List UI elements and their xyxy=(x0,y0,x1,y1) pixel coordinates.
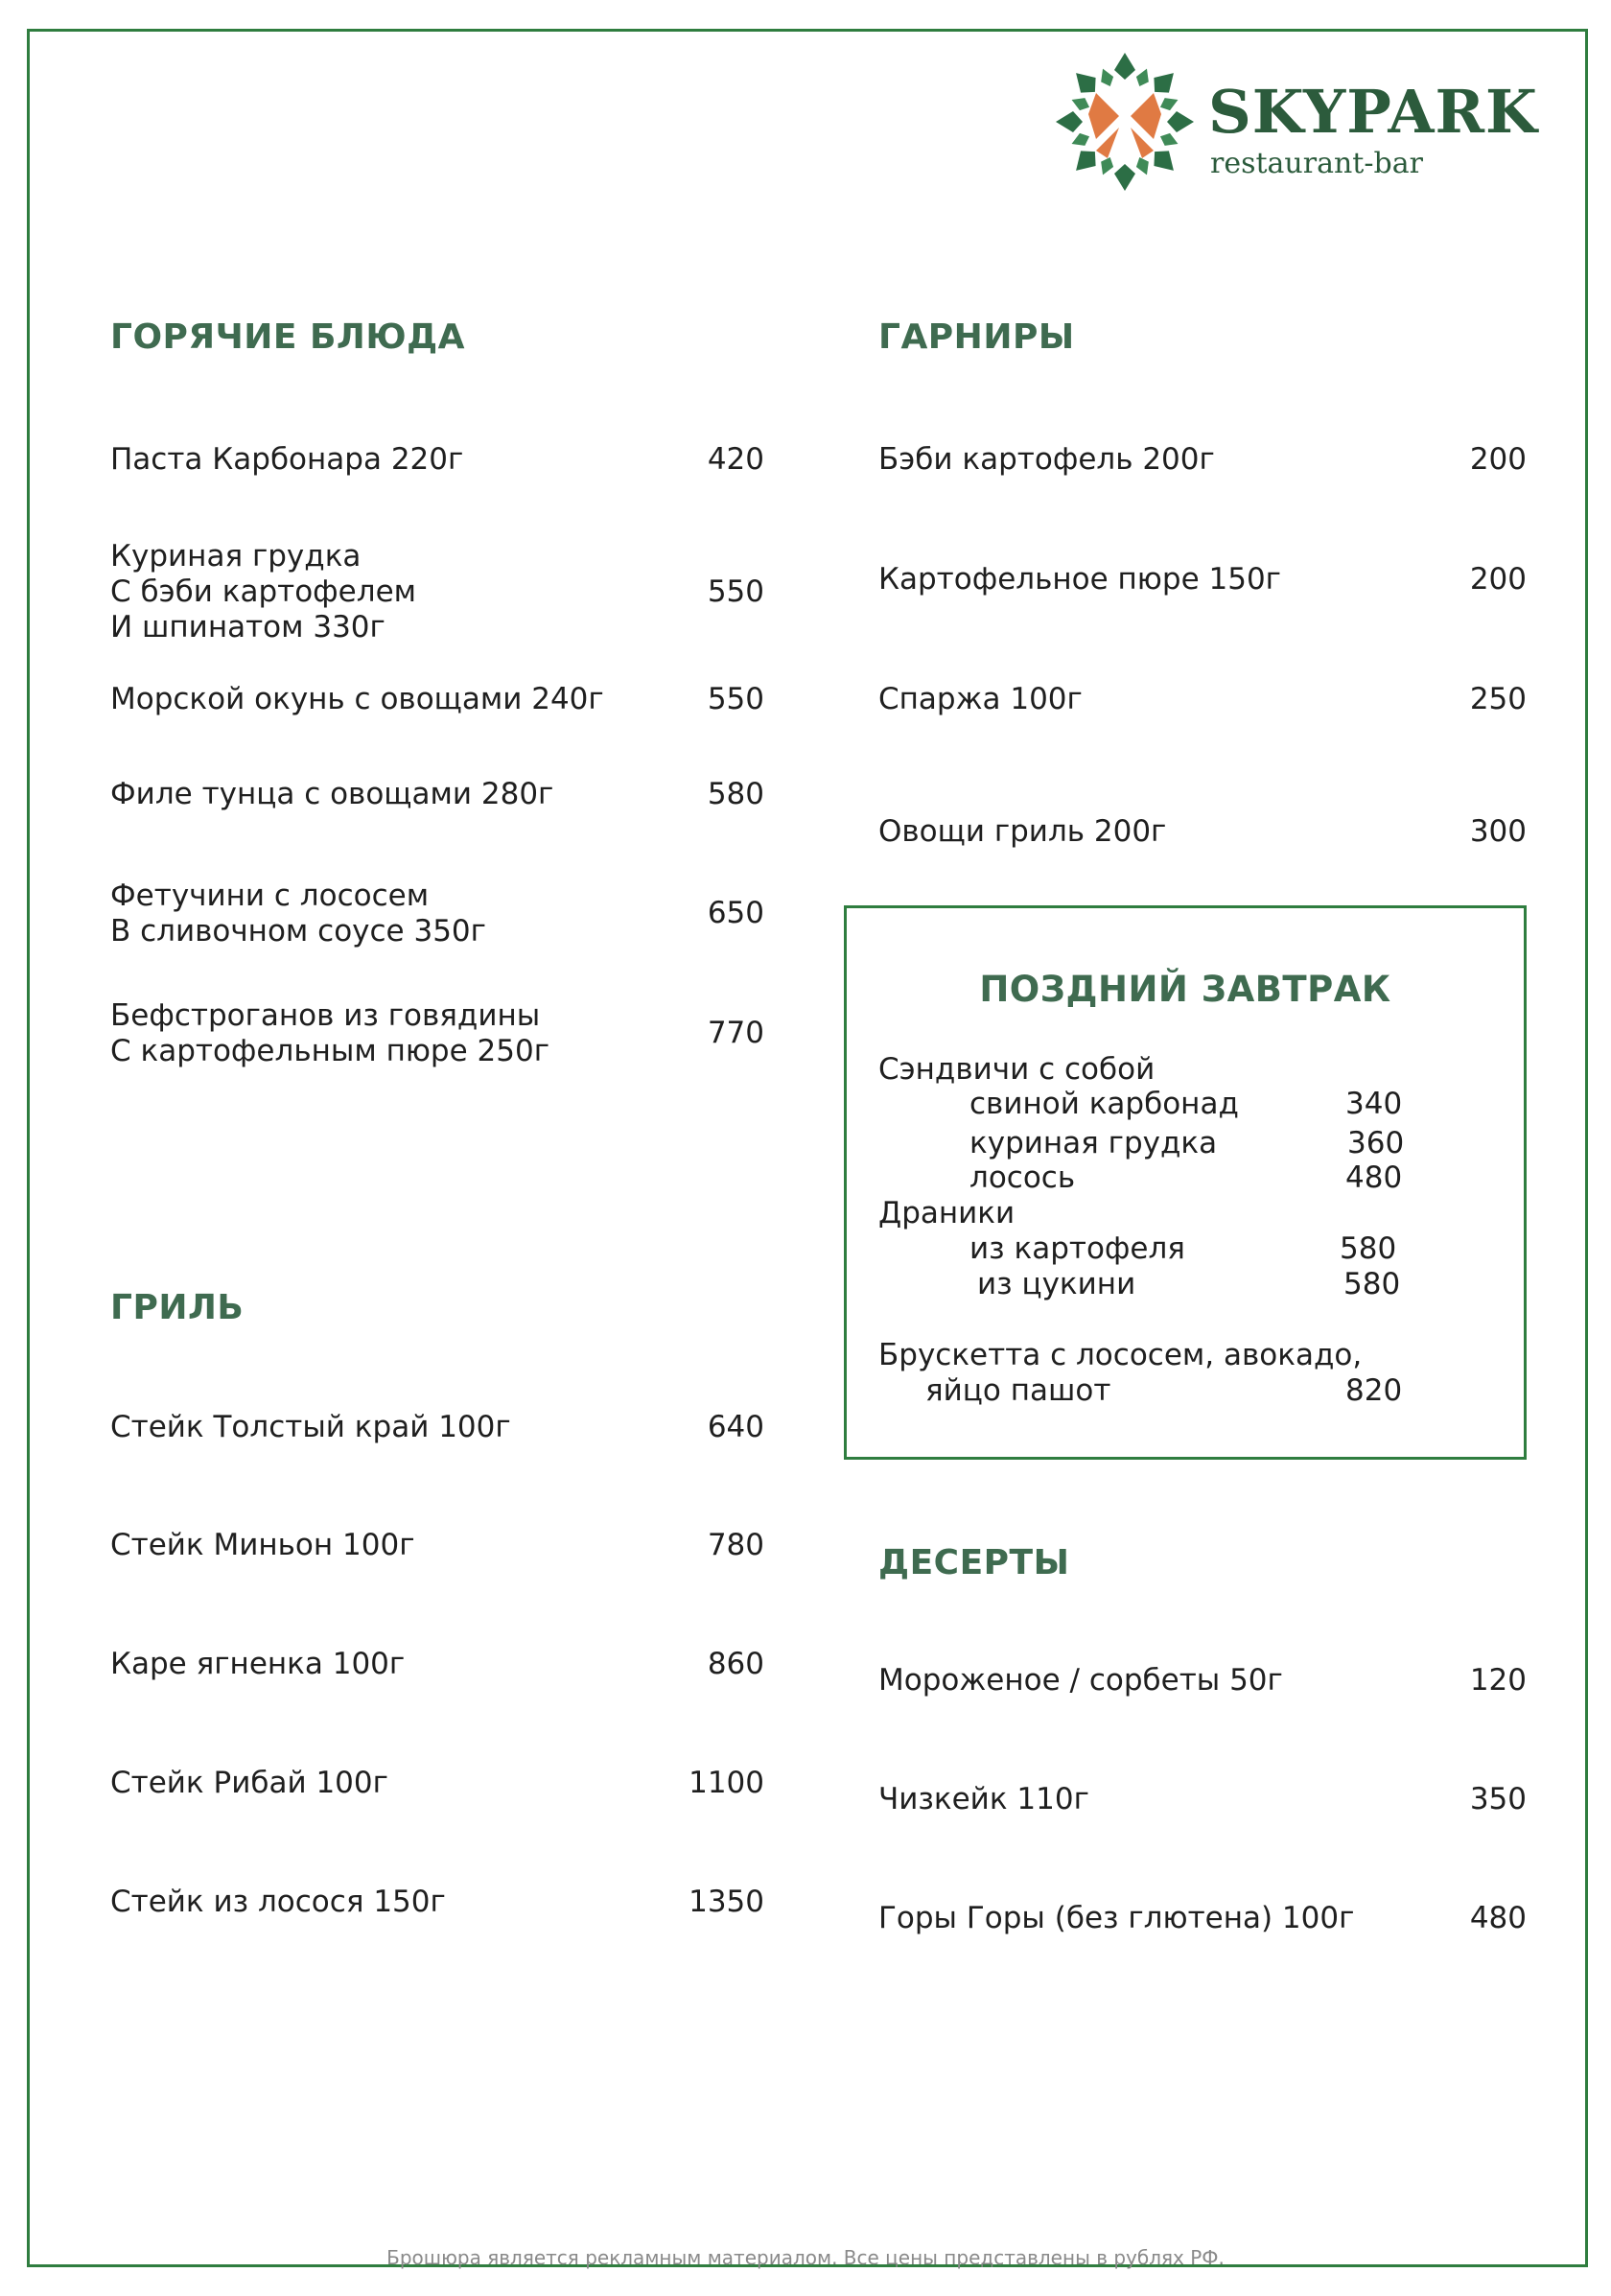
menu-item-price: 200 xyxy=(1469,442,1527,477)
menu-item-name-line: Куриная грудка xyxy=(110,539,362,574)
menu-item-name: Картофельное пюре 150г xyxy=(878,562,1281,597)
logo xyxy=(1053,50,1538,194)
bruschetta-line-2: яйцо пашот xyxy=(925,1373,1111,1408)
menu-item-price: 200 xyxy=(1469,562,1527,597)
menu-item-price: 550 xyxy=(707,682,764,716)
menu-item-name-line: С картофельным пюре 250г xyxy=(110,1034,549,1068)
pancakes-label: Драники xyxy=(878,1196,1016,1230)
breakfast-item-name: свиной карбонад xyxy=(969,1087,1239,1121)
menu-item xyxy=(110,879,764,949)
menu-item-name: Мороженое / сорбеты 50г xyxy=(878,1663,1283,1698)
breakfast-item-price: 340 xyxy=(1345,1087,1403,1121)
menu-item-price: 250 xyxy=(1469,682,1527,716)
menu-item-price: 550 xyxy=(707,574,764,609)
breakfast-item-price: 580 xyxy=(1343,1267,1401,1301)
menu-item xyxy=(878,1663,1527,1699)
menu-item-price: 350 xyxy=(1469,1782,1527,1816)
menu-item xyxy=(878,562,1527,597)
breakfast-item-price: 480 xyxy=(1345,1160,1403,1195)
menu-item-name-line: Фетучини с лососем xyxy=(110,879,430,913)
menu-item-price: 420 xyxy=(707,442,764,477)
section-title-late-breakfast: ПОЗДНИЙ ЗАВТРАК xyxy=(979,969,1391,1010)
logo-subtitle: restaurant-bar xyxy=(1210,147,1423,180)
menu-item-price: 650 xyxy=(707,896,764,930)
menu-item-price: 640 xyxy=(707,1410,764,1444)
logo-emblem-icon xyxy=(1053,50,1197,194)
menu-item-name: Стейк Миньон 100г xyxy=(110,1528,415,1562)
menu-item-name: Филе тунца с овощами 280г xyxy=(110,777,554,811)
menu-item-name: Чизкейк 110г xyxy=(878,1782,1089,1816)
breakfast-item-name: из картофеля xyxy=(969,1231,1185,1266)
sandwiches-label: Сэндвичи с собой xyxy=(878,1052,1156,1087)
menu-item-name: Паста Карбонара 220г xyxy=(110,442,464,477)
footer-disclaimer: Брошюра является рекламным материалом. Все цены представлены в рублях РФ. xyxy=(386,2246,1225,2269)
menu-item xyxy=(878,1782,1527,1817)
menu-item-name-line: И шпинатом 330г xyxy=(110,610,385,644)
breakfast-item-name: куриная грудка xyxy=(969,1126,1218,1160)
breakfast-item-price: 580 xyxy=(1340,1231,1397,1266)
menu-item-name-line: Бефстроганов из говядины xyxy=(110,998,541,1033)
section-title-desserts: ДЕСЕРТЫ xyxy=(878,1543,1070,1582)
menu-item-price: 780 xyxy=(707,1528,764,1562)
menu-item-price: 860 xyxy=(707,1647,764,1681)
menu-item-price: 1350 xyxy=(689,1885,764,1919)
section-title-sides: ГАРНИРЫ xyxy=(878,317,1075,357)
menu-item-name: Стейк Рибай 100г xyxy=(110,1766,388,1800)
menu-item-name: Каре ягненка 100г xyxy=(110,1647,406,1681)
menu-item-name: Бэби картофель 200г xyxy=(878,442,1215,477)
menu-item-name: Стейк из лосося 150г xyxy=(110,1885,446,1919)
menu-item-name-line: С бэби картофелем xyxy=(110,574,417,609)
menu-item xyxy=(110,682,764,717)
menu-item xyxy=(110,1528,764,1563)
breakfast-item-name: из цукини xyxy=(977,1267,1136,1301)
section-title-hot-dishes: ГОРЯЧИЕ БЛЮДА xyxy=(110,317,466,357)
menu-item xyxy=(110,539,764,645)
menu-item-name-line: В сливочном соусе 350г xyxy=(110,914,486,949)
bruschetta-line-1: Брускетта с лососем, авокадо, xyxy=(878,1338,1363,1372)
menu-item xyxy=(110,1410,764,1445)
menu-item-name: Морской окунь с овощами 240г xyxy=(110,682,604,716)
breakfast-item-name: лосось xyxy=(969,1160,1076,1195)
logo-name: SKYPARK xyxy=(1208,77,1538,147)
menu-item xyxy=(110,1647,764,1682)
breakfast-item-price: 360 xyxy=(1347,1126,1405,1160)
menu-item xyxy=(878,814,1527,850)
menu-item xyxy=(110,998,764,1069)
menu-item-price: 770 xyxy=(707,1016,764,1050)
menu-item xyxy=(878,442,1527,478)
menu-item xyxy=(110,1766,764,1801)
menu-item xyxy=(110,777,764,812)
menu-item-name: Овощи гриль 200г xyxy=(878,814,1167,849)
menu-item xyxy=(878,682,1527,717)
menu-item-price: 480 xyxy=(1469,1901,1527,1935)
section-title-grill: ГРИЛЬ xyxy=(110,1288,245,1327)
menu-item-price: 300 xyxy=(1469,814,1527,849)
menu-item xyxy=(110,442,764,478)
menu-item xyxy=(878,1901,1527,1936)
menu-item-price: 120 xyxy=(1469,1663,1527,1698)
menu-item-name: Спаржа 100г xyxy=(878,682,1083,716)
menu-item-name: Стейк Толстый край 100г xyxy=(110,1410,511,1444)
menu-item xyxy=(110,1885,764,1920)
menu-item-price: 580 xyxy=(707,777,764,811)
late-breakfast-box xyxy=(844,905,1527,1460)
menu-item-price: 1100 xyxy=(689,1766,764,1800)
bruschetta-price: 820 xyxy=(1345,1373,1403,1408)
menu-item-name: Горы Горы (без глютена) 100г xyxy=(878,1901,1355,1935)
